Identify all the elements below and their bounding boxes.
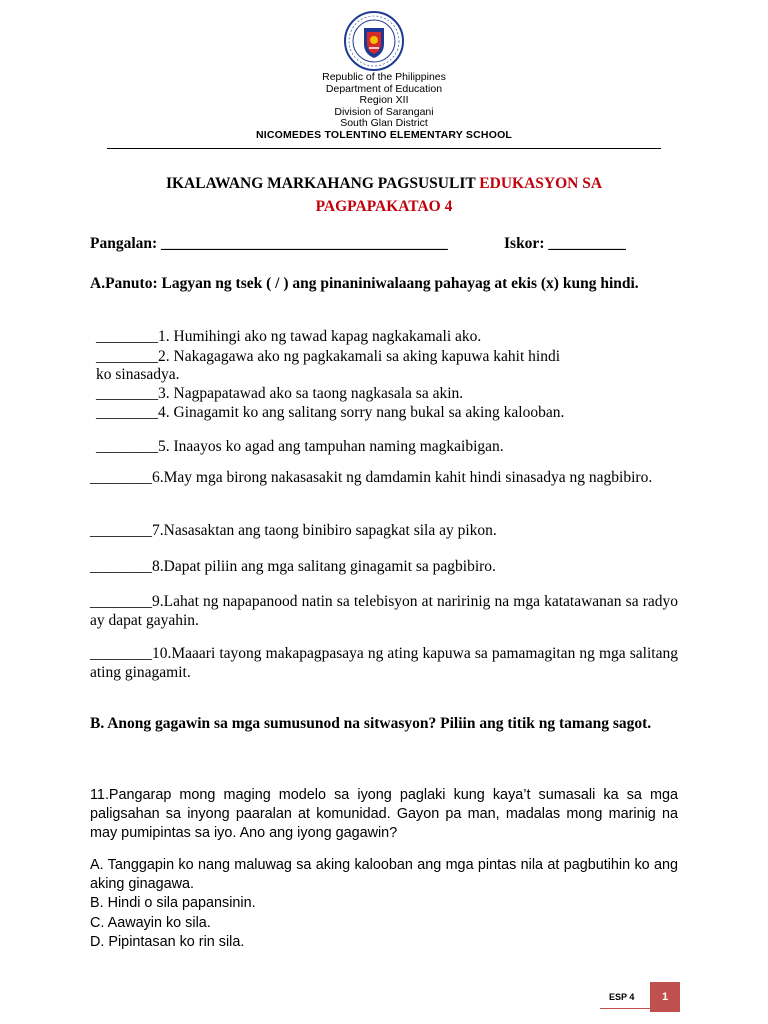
question-item: ________10.Maaari tayong makapagpasaya ng ating kapuwa sa pamamagitan ng mga salitang ating ginagamit. bbox=[90, 645, 678, 681]
answer-option[interactable]: C. Aawayin ko sila. bbox=[90, 914, 211, 931]
deped-seal-icon bbox=[338, 10, 410, 72]
letterhead-line: Republic of the Philippines bbox=[322, 71, 446, 83]
footer-subject-label: ESP 4 bbox=[609, 992, 635, 1002]
question-item-cont: ko sinasadya. bbox=[96, 366, 180, 383]
page-number-badge: 1 bbox=[650, 982, 680, 1012]
score-field[interactable]: Iskor: __________ bbox=[504, 235, 626, 252]
question-item: ________6.May mga birong nakasasakit ng damdamin kahit hindi sinasadya ng nagbibiro. bbox=[90, 469, 653, 486]
question-item: ________3. Nagpapatawad ako sa taong nagkasala sa akin. bbox=[96, 385, 464, 402]
name-field[interactable]: Pangalan: _____________________________________ bbox=[90, 235, 448, 252]
situation-question: 11.Pangarap mong maging modelo sa iyong paglaki kung kaya’t sumasali ka sa mga paligsahan sa inyong paaralan at komunidad. Gayon pa man, madalas mong marinig na may pumipintas sa iyo. Ano ang iyong gagawin? bbox=[90, 787, 678, 842]
question-item: ________1. Humihingi ako ng tawad kapag nagkakamali ako. bbox=[96, 328, 482, 345]
title-subject-cont: PAGPAPAKATAO 4 bbox=[315, 198, 453, 215]
school-name: NICOMEDES TOLENTINO ELEMENTARY SCHOOL bbox=[255, 128, 513, 141]
question-item: ________9.Lahat ng napapanood natin sa telebisyon at naririnig na mga katatawanan sa radyo ay dapat gayahin. bbox=[90, 593, 678, 629]
letterhead-line: South Glan District bbox=[340, 117, 428, 130]
question-item: ________8.Dapat piliin ang mga salitang ginagamit sa pagbibiro. bbox=[90, 558, 496, 575]
letterhead-line: Division of Sarangani bbox=[334, 105, 434, 118]
title-main: IKALAWANG MARKAHANG PAGSUSULIT bbox=[165, 175, 476, 192]
name-score-row bbox=[90, 235, 678, 253]
header-divider bbox=[107, 148, 661, 149]
question-item: ________5. Inaayos ko agad ang tampuhan naming magkaibigan. bbox=[96, 438, 504, 455]
answer-options bbox=[90, 856, 678, 952]
answer-option[interactable]: B. Hindi o sila papansinin. bbox=[90, 895, 256, 912]
question-item: ________7.Nasasaktan ang taong binibiro sapagkat sila ay pikon. bbox=[90, 522, 497, 539]
exam-title bbox=[90, 172, 678, 218]
footer-divider bbox=[600, 1008, 680, 1009]
letterhead-line: Department of Education bbox=[325, 82, 443, 95]
answer-option[interactable]: D. Pipintasan ko rin sila. bbox=[90, 933, 245, 950]
section-a-instruction: A.Panuto: Lagyan ng tsek ( / ) ang pinaniniwalaang pahayag at ekis (x) kung hindi. bbox=[90, 275, 639, 292]
question-item: ________4. Ginagamit ko ang salitang sorry nang bukal sa aking kalooban. bbox=[96, 404, 565, 421]
title-subject: EDUKASYON SA bbox=[479, 175, 603, 192]
question-item: ________2. Nakagagawa ako ng pagkakamali sa aking kapuwa kahit hindi bbox=[96, 348, 561, 365]
answer-option[interactable]: A. Tanggapin ko nang maluwag sa aking kalooban ang mga pintas nila at pagbutihin ko ang aking ginagawa. bbox=[90, 857, 678, 893]
letterhead bbox=[0, 72, 768, 142]
section-b-instruction: B. Anong gagawin sa mga sumusunod na sitwasyon? Piliin ang titik ng tamang sagot. bbox=[90, 715, 652, 732]
letterhead-line: Region XII bbox=[359, 94, 409, 107]
